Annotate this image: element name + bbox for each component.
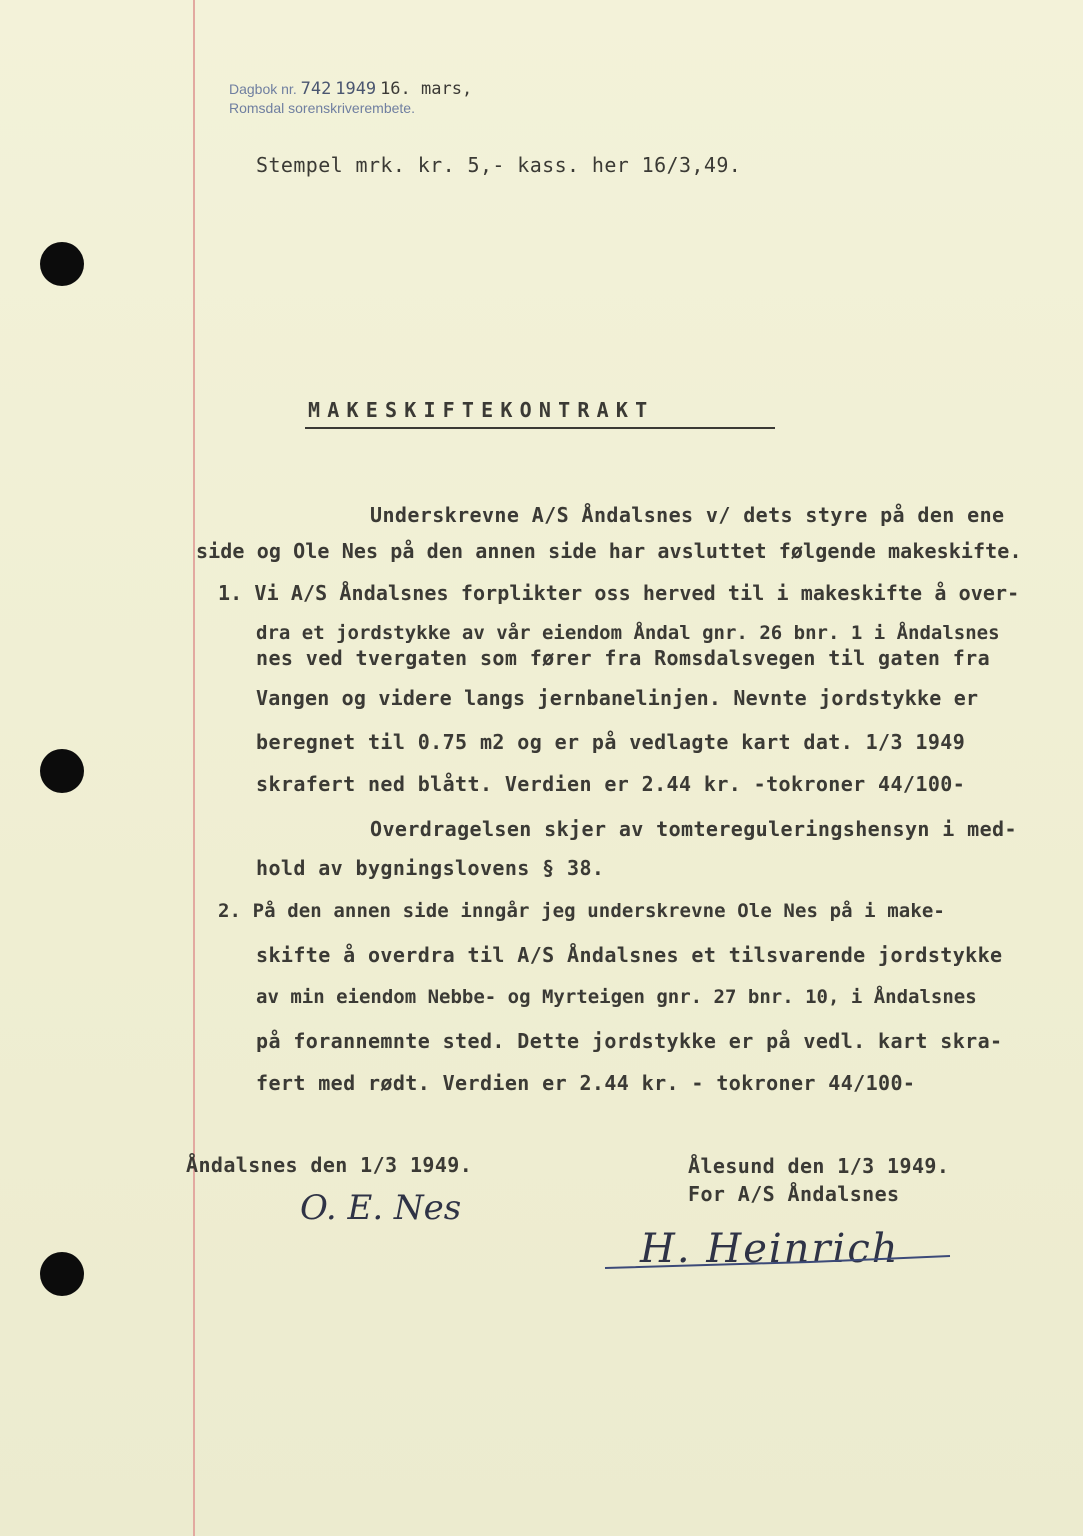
body-line-15: fert med rødt. Verdien er 2.44 kr. - tokroner 44/100-	[256, 1071, 916, 1095]
body-line-14: på forannemnte sted. Dette jordstykke er på vedl. kart skra-	[256, 1029, 1003, 1053]
body-line-2: side og Ole Nes på den annen side har avsluttet følgende makeskifte.	[196, 539, 1022, 563]
body-line-4: dra et jordstykke av vår eiendom Åndal gnr. 26 bnr. 1 i Åndalsnes	[256, 622, 1000, 644]
body-line-9: Overdragelsen skjer av tomtereguleringshensyn i med-	[370, 817, 1017, 841]
body-line-7: beregnet til 0.75 m2 og er på vedlagte kart dat. 1/3 1949	[256, 730, 966, 754]
stamp-year: 1949	[335, 79, 377, 99]
body-line-8: skrafert ned blått. Verdien er 2.44 kr. -tokroner 44/100-	[256, 772, 966, 796]
body-line-13: av min eiendom Nebbe- og Myrteigen gnr. 27 bnr. 10, i Åndalsnes	[256, 986, 977, 1008]
signature-right: H. Heinrich	[640, 1226, 900, 1272]
body-line-3: 1. Vi A/S Åndalsnes forplikter oss herved til i makeskifte å over-	[218, 581, 1020, 605]
document-title: MAKESKIFTEKONTRAKT	[308, 398, 655, 422]
place-date-right: Ålesund den 1/3 1949.	[688, 1154, 950, 1178]
margin-rule	[193, 0, 195, 1536]
body-line-12: skifte å overdra til A/S Åndalsnes et tilsvarende jordstykke	[256, 943, 1003, 967]
body-line-5: nes ved tvergaten som fører fra Romsdalsvegen til gaten fra	[256, 646, 991, 670]
punch-hole-bottom	[40, 1252, 84, 1296]
place-date-left: Åndalsnes den 1/3 1949.	[186, 1153, 473, 1177]
body-line-11: 2. På den annen side inngår jeg underskrevne Ole Nes på i make-	[218, 900, 945, 922]
punch-hole-top	[40, 242, 84, 286]
stempel-line: Stempel mrk. kr. 5,- kass. her 16/3,49.	[256, 153, 742, 177]
stamp-number: 742	[300, 79, 332, 99]
stamp-office: Romsdal sorenskriverembete.	[229, 100, 415, 116]
body-line-1: Underskrevne A/S Åndalsnes v/ dets styre på den ene	[370, 503, 1005, 527]
signature-flourish	[600, 1238, 960, 1298]
body-line-6: Vangen og videre langs jernbanelinjen. Nevnte jordstykke er	[256, 686, 979, 710]
stamp-date: 16. mars,	[380, 79, 473, 99]
stamp-label: Dagbok nr.	[229, 81, 297, 97]
punch-hole-middle	[40, 749, 84, 793]
body-line-10: hold av bygningslovens § 38.	[256, 856, 605, 880]
for-company-line: For A/S Åndalsnes	[688, 1182, 900, 1206]
registration-stamp	[229, 80, 472, 118]
signature-left: O. E. Nes	[300, 1188, 462, 1228]
title-underline	[305, 427, 775, 429]
